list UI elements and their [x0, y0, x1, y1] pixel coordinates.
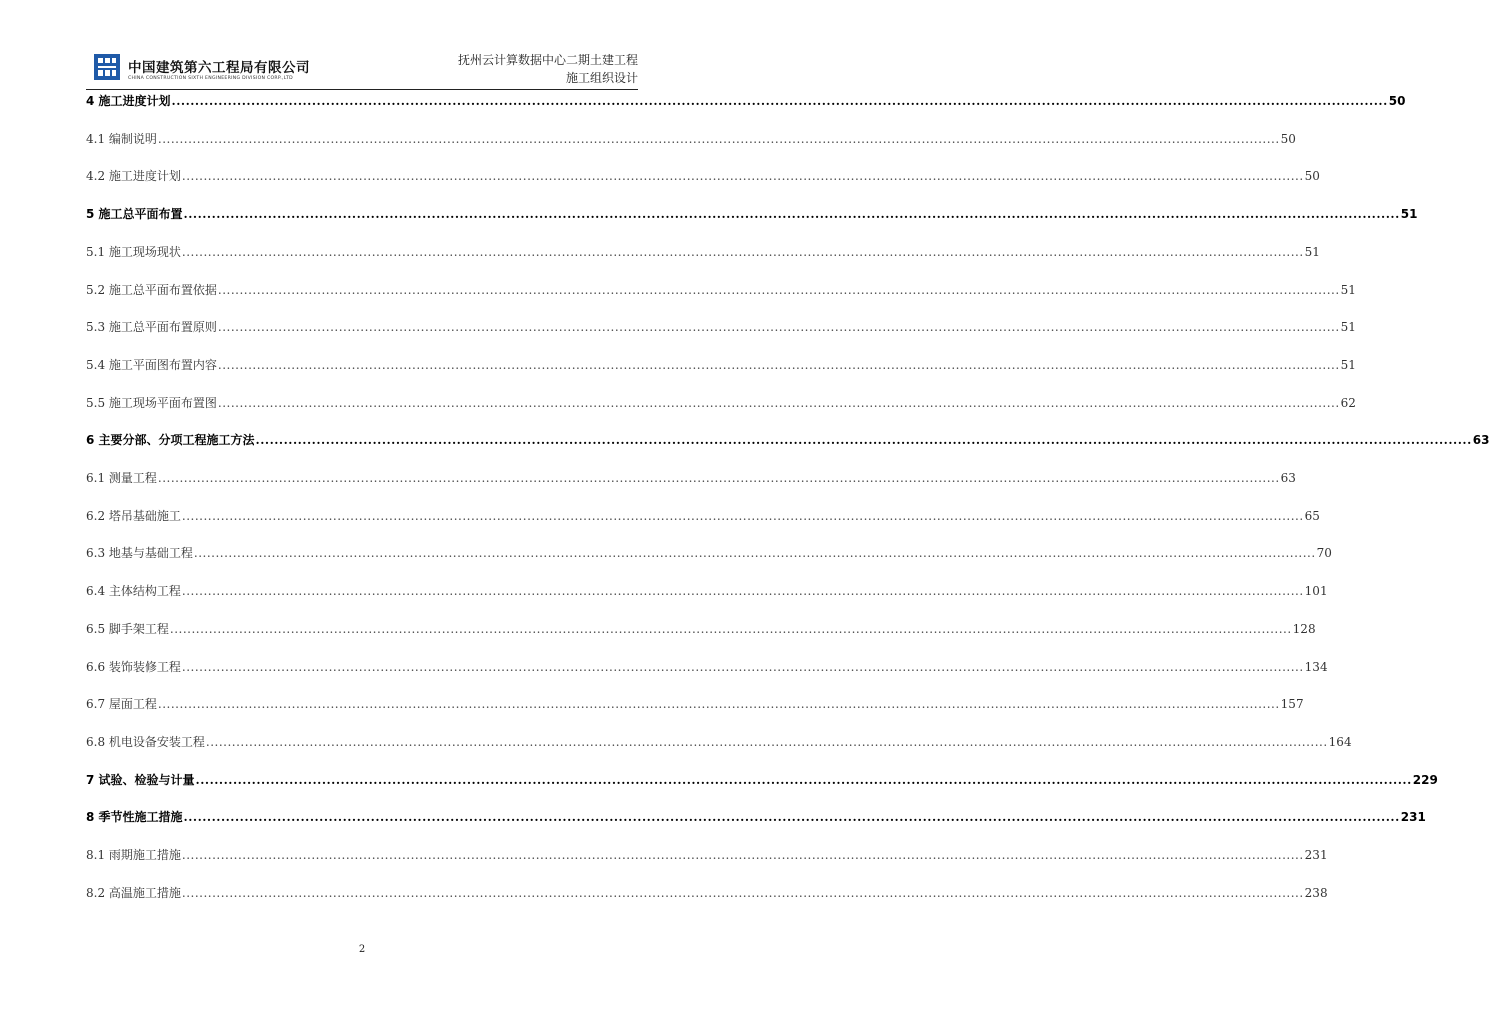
toc-dot-leader: .................................................................................................................................................................................................................................................................... [181, 885, 1304, 900]
toc-chapter-entry[interactable] [86, 92, 1406, 110]
toc-entry-page: 51 [1340, 320, 1356, 335]
toc-entry-page: 63 [1280, 471, 1296, 485]
toc-section-entry[interactable] [86, 658, 1328, 676]
toc-dot-leader: .................................................................................................................................................................................................................................................................... [181, 584, 1304, 599]
toc-dot-leader: .................................................................................................................................................................................................................................................................... [157, 131, 1280, 146]
toc-entry-title: 6.6 装饰装修工程 [86, 659, 181, 674]
toc-entry-title: 6.5 脚手架工程 [86, 621, 169, 636]
toc-entry-title: 4 施工进度计划 [86, 94, 171, 108]
toc-dot-leader: .................................................................................................................................................................................................................................................................... [217, 395, 1340, 410]
toc-entry-page: 164 [1328, 734, 1352, 749]
company-name-english: CHINA CONSTRUCTION SIXTH ENGINEERING DIVISION CORP.,LTD [128, 76, 293, 81]
toc-entry-title: 6 主要分部、分项工程施工方法 [86, 433, 255, 448]
toc-entry-page: 134 [1304, 659, 1328, 674]
toc-section-entry[interactable] [86, 507, 1320, 525]
toc-entry-title: 5 施工总平面布置 [86, 207, 183, 222]
toc-entry-title: 6.3 地基与基础工程 [86, 546, 193, 561]
toc-section-entry[interactable] [86, 243, 1320, 261]
toc-entry-page: 51 [1340, 357, 1356, 372]
toc-chapter-entry[interactable] [86, 431, 1489, 449]
toc-dot-leader: .................................................................................................................................................................................................................................................................... [183, 207, 1400, 222]
toc-entry-page: 229 [1412, 772, 1438, 787]
toc-dot-leader: .................................................................................................................................................................................................................................................................... [171, 94, 1388, 108]
toc-section-entry[interactable] [86, 884, 1328, 902]
toc-section-entry[interactable] [86, 544, 1332, 562]
toc-section-entry[interactable] [86, 846, 1328, 864]
toc-entry-title: 4.2 施工进度计划 [86, 169, 181, 184]
toc-entry-page: 70 [1316, 546, 1332, 561]
toc-entry-page: 50 [1304, 169, 1320, 184]
toc-section-entry[interactable] [86, 130, 1296, 148]
toc-entry-title: 5.2 施工总平面布置依据 [86, 282, 217, 297]
toc-dot-leader: .................................................................................................................................................................................................................................................................... [183, 810, 1400, 825]
toc-dot-leader: .................................................................................................................................................................................................................................................................... [157, 471, 1280, 485]
toc-dot-leader: .................................................................................................................................................................................................................................................................... [217, 357, 1340, 372]
toc-entry-title: 8 季节性施工措施 [86, 810, 183, 825]
toc-entry-page: 50 [1388, 94, 1406, 108]
toc-section-entry[interactable] [86, 733, 1352, 751]
document-type: 施工组织设计 [565, 71, 638, 85]
company-logo-icon [94, 54, 120, 80]
toc-section-entry[interactable] [86, 469, 1296, 487]
toc-entry-title: 6.4 主体结构工程 [86, 584, 181, 599]
toc-section-entry[interactable] [86, 695, 1304, 713]
toc-entry-title: 8.2 高温施工措施 [86, 885, 181, 900]
toc-entry-page: 62 [1340, 395, 1356, 410]
toc-section-entry[interactable] [86, 620, 1316, 638]
toc-entry-title: 5.5 施工现场平面布置图 [86, 395, 217, 410]
toc-dot-leader: .................................................................................................................................................................................................................................................................... [205, 734, 1328, 749]
toc-entry-page: 50 [1280, 131, 1296, 146]
toc-entry-title: 6.2 塔吊基础施工 [86, 508, 181, 523]
toc-chapter-entry[interactable] [86, 205, 1418, 223]
toc-entry-page: 51 [1304, 244, 1320, 259]
toc-entry-page: 238 [1304, 885, 1328, 900]
toc-dot-leader: .................................................................................................................................................................................................................................................................... [195, 772, 1412, 787]
toc-dot-leader: .................................................................................................................................................................................................................................................................... [181, 508, 1304, 523]
toc-entry-title: 6.7 屋面工程 [86, 697, 157, 712]
toc-section-entry[interactable] [86, 281, 1356, 299]
toc-entry-page: 101 [1304, 584, 1328, 599]
page-header [86, 48, 638, 88]
toc-dot-leader: .................................................................................................................................................................................................................................................................... [193, 546, 1316, 561]
header-divider [86, 89, 638, 90]
toc-dot-leader: .................................................................................................................................................................................................................................................................... [217, 320, 1340, 335]
toc-entry-page: 63 [1472, 433, 1489, 448]
company-name: 中国建筑第六工程局有限公司 [128, 60, 310, 76]
toc-section-entry[interactable] [86, 318, 1356, 336]
toc-entry-title: 5.4 施工平面图布置内容 [86, 357, 217, 372]
toc-dot-leader: .................................................................................................................................................................................................................................................................... [217, 282, 1340, 297]
toc-entry-title: 8.1 雨期施工措施 [86, 848, 181, 862]
toc-section-entry[interactable] [86, 582, 1328, 600]
toc-section-entry[interactable] [86, 167, 1320, 185]
project-name: 抚州云计算数据中心二期土建工程 [457, 53, 638, 67]
page-number: 2 [358, 944, 366, 955]
toc-entry-title: 5.3 施工总平面布置原则 [86, 320, 217, 335]
toc-entry-title: 4.1 编制说明 [86, 131, 157, 146]
toc-entry-page: 128 [1292, 621, 1316, 636]
toc-entry-title: 6.1 测量工程 [86, 471, 157, 485]
toc-dot-leader: .................................................................................................................................................................................................................................................................... [181, 659, 1304, 674]
toc-dot-leader: .................................................................................................................................................................................................................................................................... [181, 244, 1304, 259]
toc-entry-title: 7 试验、检验与计量 [86, 772, 195, 787]
toc-entry-page: 65 [1304, 508, 1320, 523]
toc-entry-title: 5.1 施工现场现状 [86, 244, 181, 259]
toc-entry-page: 231 [1400, 810, 1426, 825]
toc-dot-leader: .................................................................................................................................................................................................................................................................... [255, 433, 1472, 448]
toc-dot-leader: .................................................................................................................................................................................................................................................................... [181, 848, 1304, 862]
toc-chapter-entry[interactable] [86, 808, 1426, 826]
toc-chapter-entry[interactable] [86, 771, 1438, 789]
toc-entry-page: 51 [1400, 207, 1418, 222]
toc-entry-page: 157 [1280, 697, 1304, 712]
toc-section-entry[interactable] [86, 394, 1356, 412]
toc-entry-page: 231 [1304, 848, 1328, 862]
toc-section-entry[interactable] [86, 356, 1356, 374]
toc-dot-leader: .................................................................................................................................................................................................................................................................... [169, 621, 1292, 636]
toc-entry-page: 51 [1340, 282, 1356, 297]
toc-dot-leader: .................................................................................................................................................................................................................................................................... [157, 697, 1280, 712]
toc-dot-leader: .................................................................................................................................................................................................................................................................... [181, 169, 1304, 184]
toc-entry-title: 6.8 机电设备安装工程 [86, 734, 205, 749]
